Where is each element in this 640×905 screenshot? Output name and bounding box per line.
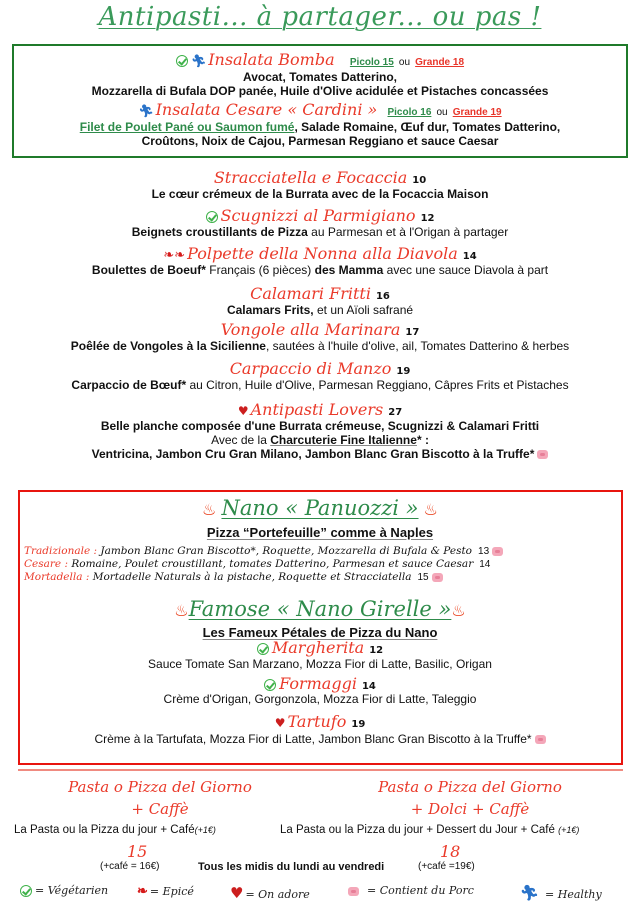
desc-bold: des Mamma (314, 263, 384, 277)
desc-bold: Boulettes de Boeuf* (91, 263, 206, 277)
combo-right-desc (280, 824, 579, 836)
combo-left-desc (14, 824, 216, 836)
dish-desc (0, 338, 640, 354)
dish-desc: Sauce Tomate San Marzano, Mozza Fior di Latte, Basilic, Origan (148, 657, 492, 671)
panuozzi-item (24, 571, 503, 584)
protein-choice-link: Filet de Poulet Pané ou Saumon fumé (79, 120, 295, 134)
dish-price: 14 (361, 681, 376, 692)
charcuterie-label: Charcuterie Fine Italienne (270, 433, 417, 447)
desc-normal: avec une sauce Diavola à part (383, 263, 549, 277)
dish-name: Tartufo (287, 712, 347, 731)
or-label: ou (436, 107, 448, 118)
legend-favorite (230, 884, 310, 902)
dish-price: 17 (405, 327, 420, 338)
dish-scugnizzi (0, 206, 640, 225)
legend-healthy (520, 884, 602, 902)
large-size-price: Grande 18 (415, 57, 465, 68)
dish-desc (0, 302, 640, 318)
dish-desc-line-3 (0, 446, 640, 462)
dish-desc: Le cœur crémeux de la Burrata avec de la Focaccia Maison (151, 187, 489, 201)
chili-icon: ❧ (137, 884, 148, 899)
salad-bomba-desc-1: Avocat, Tomates Datterino, (242, 70, 398, 84)
combo-right-note: (+café =19€) (418, 861, 475, 872)
dish-polpette (0, 244, 640, 263)
dish-desc (0, 262, 640, 278)
combo-left-price: 15 (127, 842, 148, 861)
healthy-icon: 🏃︎ (138, 104, 154, 118)
page-title: Antipasti... à partager... ou pas ! (98, 2, 542, 32)
healthy-icon: 🏃︎ (190, 54, 207, 68)
section-title: Famose « Nano Girelle » (188, 597, 452, 621)
combo-right-price: 18 (440, 842, 461, 861)
dish-vongole (0, 320, 640, 339)
vegetarian-icon (264, 679, 276, 691)
item-name: Mortadella : (24, 571, 90, 583)
healthy-icon: 🏃︎ (520, 884, 540, 902)
divider (18, 769, 623, 771)
panuozzi-item (24, 558, 503, 571)
dish-calamari (0, 284, 640, 303)
dish-name: Antipasti Lovers (250, 400, 384, 419)
section-subtitle: Pizza “Portefeuille” comme à Naples (206, 525, 434, 540)
dish-name: Stracciatella e Focaccia (213, 168, 408, 187)
pig-icon (535, 735, 546, 744)
dish-desc (0, 731, 640, 747)
salad-bomba-heading (0, 50, 640, 69)
dish-price: 12 (369, 645, 384, 656)
combo-title: Pasta o Pizza del Giorno (68, 778, 252, 796)
dish-name: Vongole alla Marinara (220, 320, 401, 339)
girelle-tartufo (0, 712, 640, 731)
legend-vegetarian (20, 884, 108, 897)
combo-desc: La Pasta ou la Pizza du jour + Café (14, 824, 195, 836)
dish-name: Calamari Fritti (250, 284, 371, 303)
legend-pork (345, 884, 474, 897)
dish-name: Insalata Bomba (208, 50, 335, 69)
combo-title: Pasta o Pizza del Giorno (378, 778, 562, 796)
item-price: 15 (417, 572, 429, 583)
section-subtitle: Les Fameux Pétales de Pizza du Nano (202, 625, 438, 640)
dish-name: Scugnizzi al Parmigiano (220, 206, 416, 225)
desc-normal: et un Aïoli safrané (313, 303, 414, 317)
dish-price: 12 (420, 213, 435, 224)
desc-normal: au Citron, Huile d'Olive, Parmesan Reggiano, Câpres Frits et Pistaches (186, 378, 569, 392)
legend-label: = Epicé (149, 885, 194, 898)
item-price: 14 (479, 559, 491, 570)
small-size-price: Picolo 15 (349, 57, 394, 68)
dish-price: 14 (462, 251, 477, 262)
panuozzi-list (24, 545, 503, 584)
combo-desc: La Pasta ou la Pizza du jour + Dessert du Jour + Café (280, 824, 559, 836)
desc-text: , Salade Romaine, Œuf dur, Tomates Datterino, (294, 120, 561, 134)
dish-carpaccio (0, 359, 640, 378)
girelle-heading (0, 597, 640, 621)
chili-icon: ❧❧ (163, 248, 186, 263)
dish-price: 27 (388, 407, 403, 418)
item-desc: Jambon Blanc Gran Biscotto*, Roquette, Mozzarella di Bufala & Pesto (97, 545, 473, 557)
desc-normal: Avec de la (211, 433, 271, 447)
flame-icon: ♨ (423, 500, 438, 519)
dish-name: Carpaccio di Manzo (229, 359, 392, 378)
dish-price: 10 (412, 175, 427, 186)
small-size-price: Picolo 16 (387, 107, 432, 118)
panuozzi-subtitle (0, 522, 640, 541)
dish-name: Insalata Cesare « Cardini » (155, 100, 378, 119)
girelle-margherita (0, 638, 640, 657)
dish-price: 19 (351, 719, 366, 730)
combo-extra: (+1€) (194, 825, 216, 835)
salad-cesare-desc-2: Croûtons, Noix de Cajou, Parmesan Reggiano et sauce Caesar (141, 134, 499, 148)
legend-label: = Healthy (545, 888, 602, 901)
dish-name: Formaggi (279, 674, 357, 693)
dish-stracciatella (0, 168, 640, 187)
desc-bold: Carpaccio de Bœuf* (71, 378, 187, 392)
panuozzi-heading (0, 496, 640, 520)
combo-title: + Dolci + Caffè (410, 800, 530, 818)
item-desc: Mortadelle Naturals à la pistache, Roquette et Stracciatella (89, 571, 412, 583)
flame-icon: ♨ (451, 601, 466, 620)
legend-label: = Végétarien (35, 884, 109, 897)
pig-icon (348, 887, 359, 896)
pig-icon (432, 573, 443, 582)
dish-desc: Crème d'Origan, Gorgonzola, Mozza Fior di Latte, Taleggio (163, 692, 477, 706)
dish-price: 16 (375, 291, 390, 302)
desc-bold: Poêlée de Vongoles à la Sicilienne (70, 339, 266, 353)
pig-icon (492, 547, 503, 556)
panuozzi-item (24, 545, 503, 558)
vegetarian-icon (257, 643, 269, 655)
desc-text: Ventricina, Jambon Cru Gran Milano, Jambon Blanc Gran Biscotto à la Truffe* (91, 447, 535, 461)
desc-normal: Français (6 pièces) (205, 263, 315, 277)
section-title: Nano « Panuozzi » (221, 496, 419, 520)
pig-icon (537, 450, 548, 459)
vegetarian-icon (206, 211, 218, 223)
dish-desc-line-1: Belle planche composée d'une Burrata crémeuse, Scugnizzi & Calamari Fritti (100, 419, 540, 433)
flame-icon: ♨ (174, 601, 189, 620)
salad-bomba-desc-2: Mozzarella di Bufala DOP panée, Huile d'Olive acidulée et Pistaches concassées (91, 84, 549, 98)
legend-spicy (137, 884, 194, 899)
heart-icon: ♥ (230, 884, 244, 902)
flame-icon: ♨ (202, 500, 217, 519)
desc-bold: Beignets croustillants de Pizza (131, 225, 308, 239)
dish-desc (0, 224, 640, 240)
desc-text: Crème à la Tartufata, Mozza Fior di Latte, Jambon Blanc Gran Biscotto à la Truffe* (94, 732, 532, 746)
legend-label: = Contient du Porc (367, 884, 474, 897)
item-desc: Romaine, Poulet croustillant, tomates Datterino, Parmesan et sauce Caesar (68, 558, 474, 570)
combo-left (10, 776, 310, 820)
large-size-price: Grande 19 (452, 107, 502, 118)
combo-left-note: (+café = 16€) (100, 861, 160, 872)
combo-extra: (+1€) (558, 825, 580, 835)
heart-icon: ♥ (237, 404, 249, 418)
item-price: 13 (478, 546, 490, 557)
vegetarian-icon (176, 55, 188, 67)
dish-name: Polpette della Nonna alla Diavola (187, 244, 458, 263)
legend-label: = On adore (245, 888, 310, 901)
or-label: ou (398, 57, 411, 68)
dish-price: 19 (396, 366, 411, 377)
vegetarian-icon (20, 885, 32, 897)
desc-bold: * : (416, 433, 429, 447)
dish-desc (0, 377, 640, 393)
combo-title: + Caffè (131, 800, 189, 818)
item-name: Cesare : (24, 558, 69, 570)
desc-normal: au Parmesan et à l'Origan à partager (307, 225, 509, 239)
desc-bold: Calamars Frits, (226, 303, 314, 317)
item-name: Tradizionale : (24, 545, 98, 557)
combo-schedule: Tous les midis du lundi au vendredi (198, 861, 385, 873)
dish-name: Margherita (271, 638, 365, 657)
salad-cesare-heading (0, 100, 640, 119)
combo-right (320, 776, 620, 820)
dish-antipasti-lovers (0, 400, 640, 419)
heart-icon: ♥ (274, 716, 286, 730)
desc-normal: , sautées à l'huile d'olive, ail, Tomates Datterino & herbes (265, 339, 570, 353)
